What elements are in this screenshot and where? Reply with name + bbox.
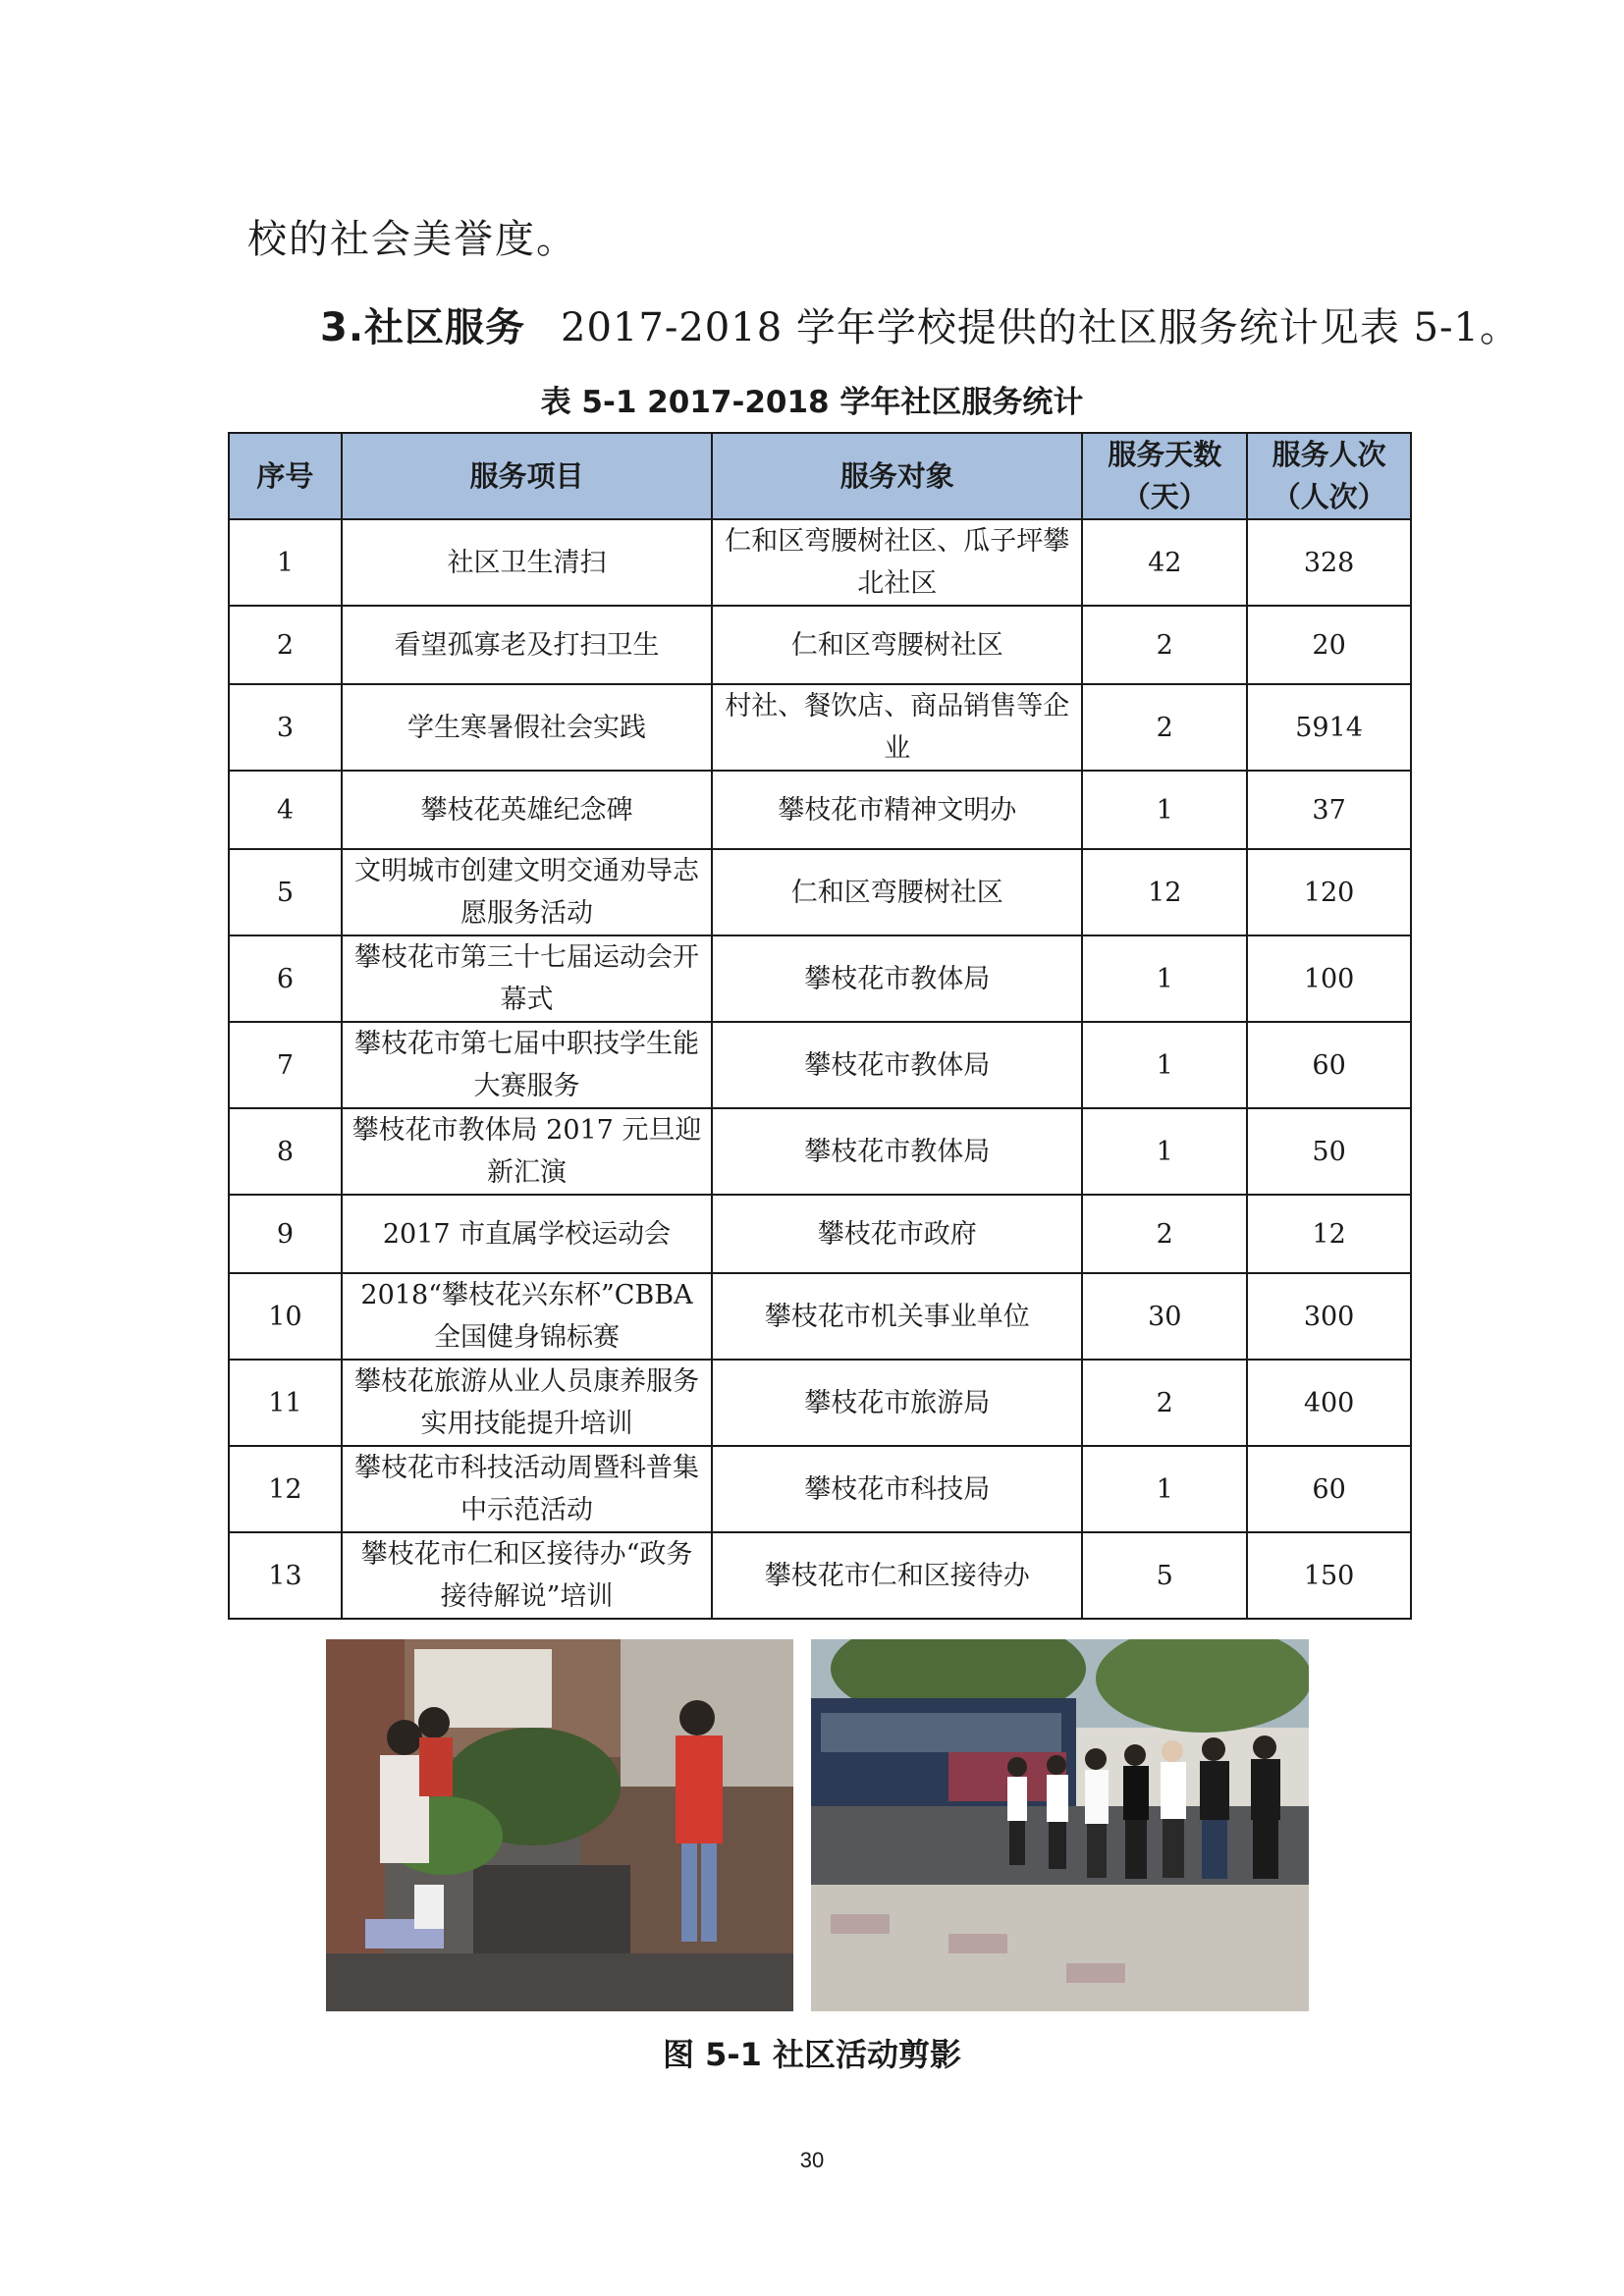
header-days: 服务天数（天） bbox=[1082, 433, 1247, 519]
table-caption: 表 5-1 2017-2018 学年社区服务统计 bbox=[540, 385, 1084, 420]
intro-paragraph: 校的社会美誉度。 bbox=[247, 217, 577, 262]
cell-days: 1 bbox=[1082, 1022, 1247, 1108]
cell-item: 看望孤寡老及打扫卫生 bbox=[342, 606, 712, 684]
cell-no: 8 bbox=[229, 1108, 342, 1195]
cell-item: 2017 市直属学校运动会 bbox=[342, 1195, 712, 1273]
header-item: 服务项目 bbox=[342, 433, 712, 519]
cell-people: 400 bbox=[1247, 1360, 1411, 1446]
photo-community-cleaning bbox=[326, 1639, 793, 2011]
cell-people: 120 bbox=[1247, 849, 1411, 935]
cell-target: 仁和区弯腰树社区、瓜子坪攀北社区 bbox=[712, 519, 1082, 606]
table-row bbox=[229, 684, 1411, 771]
community-service-table bbox=[228, 432, 1412, 1620]
header-target: 服务对象 bbox=[712, 433, 1082, 519]
table-row bbox=[229, 519, 1411, 606]
cell-target: 村社、餐饮店、商品销售等企业 bbox=[712, 684, 1082, 771]
header-people: 服务人次（人次） bbox=[1247, 433, 1411, 519]
cell-target: 攀枝花市机关事业单位 bbox=[712, 1273, 1082, 1360]
cell-days: 1 bbox=[1082, 935, 1247, 1022]
cell-target: 仁和区弯腰树社区 bbox=[712, 606, 1082, 684]
cell-target: 攀枝花市教体局 bbox=[712, 935, 1082, 1022]
cell-item: 攀枝花市教体局 2017 元旦迎新汇演 bbox=[342, 1108, 712, 1195]
table-row bbox=[229, 771, 1411, 849]
cell-no: 1 bbox=[229, 519, 342, 606]
cell-people: 150 bbox=[1247, 1532, 1411, 1619]
cell-no: 7 bbox=[229, 1022, 342, 1108]
cell-no: 6 bbox=[229, 935, 342, 1022]
cell-days: 1 bbox=[1082, 1446, 1247, 1532]
table-row bbox=[229, 1273, 1411, 1360]
cell-no: 5 bbox=[229, 849, 342, 935]
cell-people: 37 bbox=[1247, 771, 1411, 849]
cell-item: 攀枝花市仁和区接待办“政务接待解说”培训 bbox=[342, 1532, 712, 1619]
cell-days: 42 bbox=[1082, 519, 1247, 606]
cell-no: 2 bbox=[229, 606, 342, 684]
table-row bbox=[229, 1195, 1411, 1273]
cell-people: 328 bbox=[1247, 519, 1411, 606]
cell-no: 13 bbox=[229, 1532, 342, 1619]
cell-people: 60 bbox=[1247, 1022, 1411, 1108]
cell-item: 文明城市创建文明交通劝导志愿服务活动 bbox=[342, 849, 712, 935]
cell-people: 5914 bbox=[1247, 684, 1411, 771]
cell-days: 2 bbox=[1082, 1195, 1247, 1273]
cell-item: 2018“攀枝花兴东杯”CBBA 全国健身锦标赛 bbox=[342, 1273, 712, 1360]
figure-caption: 图 5-1 社区活动剪影 bbox=[662, 2036, 962, 2073]
cell-days: 2 bbox=[1082, 1360, 1247, 1446]
section-paragraph bbox=[320, 296, 1520, 352]
cell-target: 攀枝花市科技局 bbox=[712, 1446, 1082, 1532]
cell-days: 2 bbox=[1082, 606, 1247, 684]
cell-target: 攀枝花市教体局 bbox=[712, 1108, 1082, 1195]
cell-people: 60 bbox=[1247, 1446, 1411, 1532]
cell-no: 10 bbox=[229, 1273, 342, 1360]
cell-days: 5 bbox=[1082, 1532, 1247, 1619]
cell-item: 攀枝花市第三十七届运动会开幕式 bbox=[342, 935, 712, 1022]
cell-people: 12 bbox=[1247, 1195, 1411, 1273]
section-text: 2017-2018 学年学校提供的社区服务统计见表 5-1。 bbox=[561, 305, 1520, 350]
cell-target: 攀枝花市精神文明办 bbox=[712, 771, 1082, 849]
cell-target: 攀枝花市教体局 bbox=[712, 1022, 1082, 1108]
table-header-row bbox=[229, 433, 1411, 519]
cell-target: 攀枝花市政府 bbox=[712, 1195, 1082, 1273]
table-row bbox=[229, 935, 1411, 1022]
cell-no: 11 bbox=[229, 1360, 342, 1446]
cell-people: 20 bbox=[1247, 606, 1411, 684]
cell-people: 100 bbox=[1247, 935, 1411, 1022]
header-no: 序号 bbox=[229, 433, 342, 519]
cell-days: 30 bbox=[1082, 1273, 1247, 1360]
cell-target: 攀枝花市仁和区接待办 bbox=[712, 1532, 1082, 1619]
cell-item: 社区卫生清扫 bbox=[342, 519, 712, 606]
cell-item: 攀枝花英雄纪念碑 bbox=[342, 771, 712, 849]
table-row bbox=[229, 1108, 1411, 1195]
cell-item: 攀枝花市第七届中职技学生能大赛服务 bbox=[342, 1022, 712, 1108]
cell-days: 1 bbox=[1082, 771, 1247, 849]
table-row bbox=[229, 849, 1411, 935]
cell-days: 2 bbox=[1082, 684, 1247, 771]
cell-days: 1 bbox=[1082, 1108, 1247, 1195]
cell-item: 攀枝花市科技活动周暨科普集中示范活动 bbox=[342, 1446, 712, 1532]
cell-people: 50 bbox=[1247, 1108, 1411, 1195]
cell-item: 攀枝花旅游从业人员康养服务实用技能提升培训 bbox=[342, 1360, 712, 1446]
table-row bbox=[229, 1532, 1411, 1619]
page-number: 30 bbox=[799, 2148, 825, 2172]
table-row bbox=[229, 1360, 1411, 1446]
section-heading: 3.社区服务 bbox=[320, 305, 526, 350]
cell-no: 4 bbox=[229, 771, 342, 849]
cell-no: 9 bbox=[229, 1195, 342, 1273]
cell-target: 攀枝花市旅游局 bbox=[712, 1360, 1082, 1446]
table-row bbox=[229, 606, 1411, 684]
cell-days: 12 bbox=[1082, 849, 1247, 935]
cell-target: 仁和区弯腰树社区 bbox=[712, 849, 1082, 935]
table-row bbox=[229, 1022, 1411, 1108]
cell-no: 3 bbox=[229, 684, 342, 771]
table-row bbox=[229, 1446, 1411, 1532]
photo-traffic-volunteers bbox=[811, 1639, 1309, 2011]
cell-no: 12 bbox=[229, 1446, 342, 1532]
cell-people: 300 bbox=[1247, 1273, 1411, 1360]
cell-item: 学生寒暑假社会实践 bbox=[342, 684, 712, 771]
